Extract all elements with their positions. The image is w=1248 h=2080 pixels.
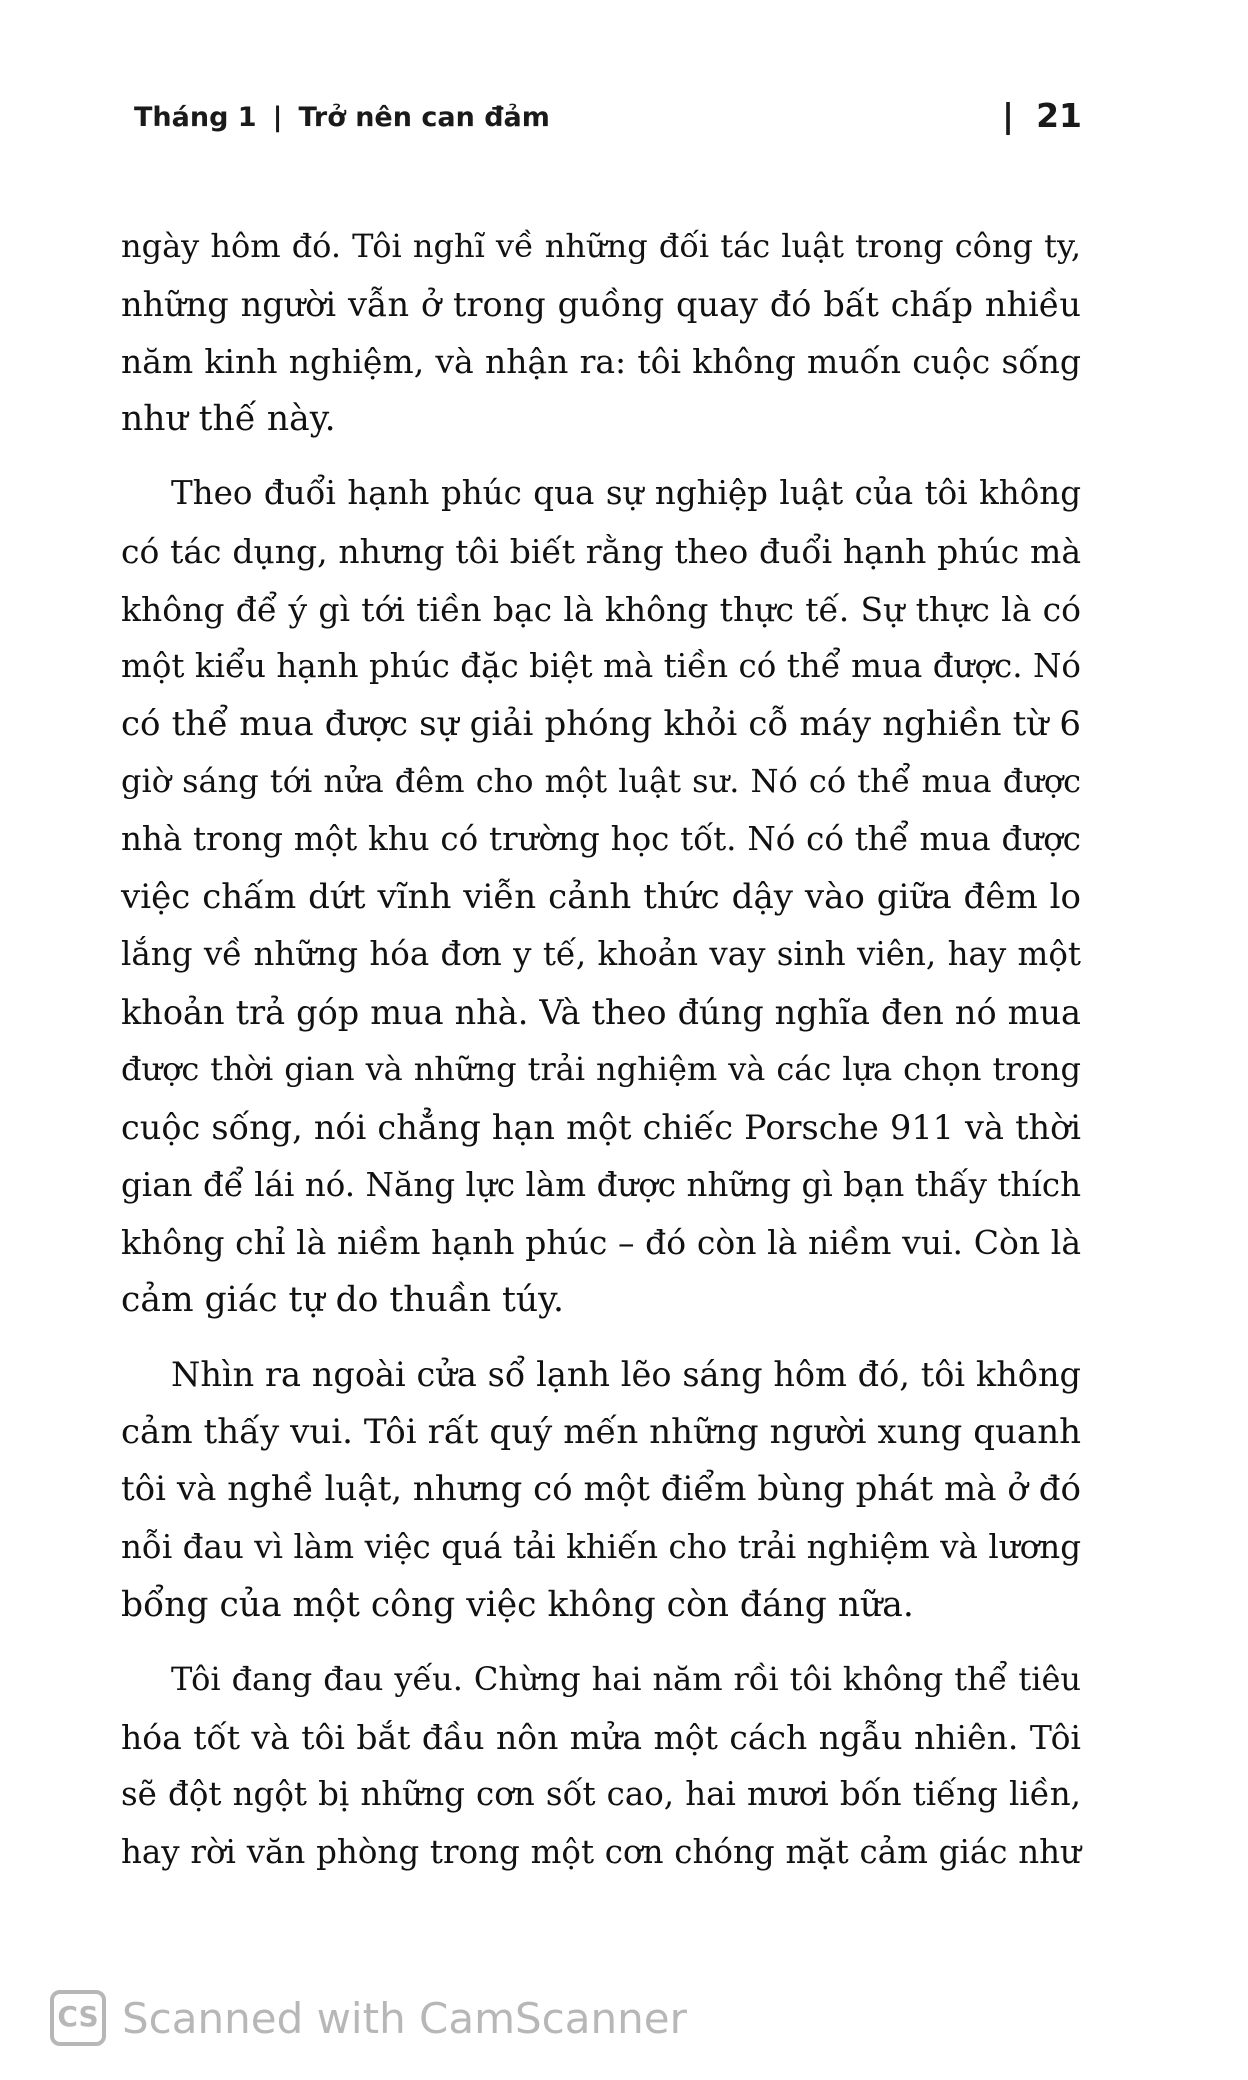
text-line: Theo đuổi hạnh phúc qua sự nghiệp luật của tôi không [171,474,1081,513]
body-text [121,218,1081,1882]
text-line: tôi và nghề luật, nhưng có một điểm bùng phát mà ở đó [121,1469,1081,1510]
page-number-separator: | [1002,96,1015,135]
text-line: bổng của một công việc không còn đáng nữa. [121,1584,914,1625]
text-line: nỗi đau vì làm việc quá tải khiến cho trải nghiệm và lương [121,1528,1081,1567]
text-line: việc chấm dứt vĩnh viễn cảnh thức dậy vào giữa đêm lo [121,876,1081,917]
running-header [134,96,1082,140]
text-line: gian để lái nó. Năng lực làm được những gì bạn thấy thích [121,1165,1081,1204]
text-line: được thời gian và những trải nghiệm và các lựa chọn trong [121,1050,1081,1089]
text-line: Nhìn ra ngoài cửa sổ lạnh lẽo sáng hôm đó, tôi không [171,1355,1081,1395]
paragraph [121,218,1081,448]
text-line: như thế này. [121,398,336,439]
text-line: cuộc sống, nói chẳng hạn một chiếc Porsche 911 và thời [121,1107,1081,1147]
text-line: nhà trong một khu có trường học tốt. Nó có thể mua được [121,819,1081,858]
text-line: năm kinh nghiệm, và nhận ra: tôi không muốn cuộc sống [121,342,1081,382]
text-line: Tôi đang đau yếu. Chừng hai năm rồi tôi không thể tiêu [171,1660,1081,1699]
watermark-text: Scanned with CamScanner [122,1993,687,2043]
header-left [134,102,550,133]
text-line: hóa tốt và tôi bắt đầu nôn mửa một cách ngẫu nhiên. Tôi [121,1717,1081,1757]
text-line: không để ý gì tới tiền bạc là không thực tế. Sự thực là có [121,589,1081,629]
paragraph [121,465,1081,1329]
header-separator: | [272,102,283,133]
text-line: những người vẫn ở trong guồng quay đó bất chấp nhiều [121,284,1081,324]
text-line: sẽ đột ngột bị những cơn sốt cao, hai mươi bốn tiếng liền, [121,1775,1081,1814]
text-line: khoản trả góp mua nhà. Và theo đúng nghĩa đen nó mua [121,992,1081,1032]
text-line: một kiểu hạnh phúc đặc biệt mà tiền có thể mua được. Nó [121,647,1081,686]
text-line: không chỉ là niềm hạnh phúc – đó còn là niềm vui. Còn là [121,1223,1081,1263]
chapter-title: Trở nên can đảm [298,102,550,133]
text-line: lắng về những hóa đơn y tế, khoản vay sinh viên, hay một [121,935,1081,974]
chapter-label: Tháng 1 [134,102,257,133]
text-line: giờ sáng tới nửa đêm cho một luật sư. Nó có thể mua được [121,762,1081,801]
header-right [1002,96,1082,135]
text-line: có thể mua được sự giải phóng khỏi cỗ máy nghiền từ 6 [121,703,1081,744]
paragraph [121,1346,1081,1634]
text-line: cảm giác tự do thuần túy. [121,1279,565,1320]
camscanner-logo-icon: CS [50,1990,106,2046]
camscanner-watermark [50,1988,687,2048]
paragraph [121,1651,1081,1881]
text-line: ngày hôm đó. Tôi nghĩ về những đối tác luật trong công ty, [121,227,1081,265]
text-line: hay rời văn phòng trong một cơn chóng mặt cảm giác như [121,1833,1081,1872]
page-number: 21 [1036,96,1082,135]
text-line: cảm thấy vui. Tôi rất quý mến những người xung quanh [121,1411,1081,1452]
text-line: có tác dụng, nhưng tôi biết rằng theo đuổi hạnh phúc mà [121,531,1081,571]
